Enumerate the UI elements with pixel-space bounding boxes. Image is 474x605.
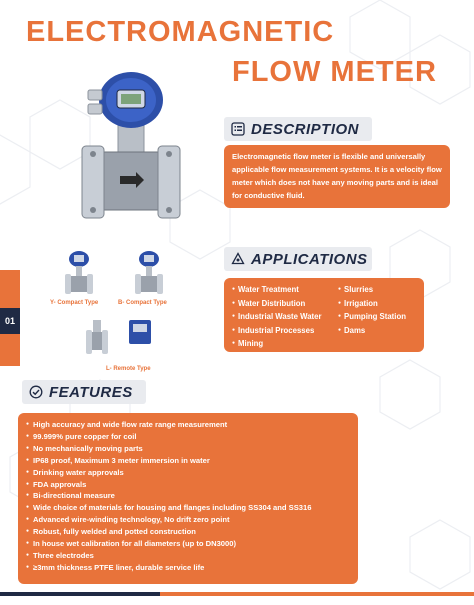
list-item: ● Water Distribution bbox=[232, 297, 338, 311]
description-box bbox=[224, 145, 450, 208]
remote-l-caption: L- Remote Type bbox=[106, 366, 151, 372]
applications-list-left bbox=[232, 283, 338, 347]
compact-y-caption: Y- Compact Type bbox=[50, 300, 99, 306]
applications-heading-tab bbox=[224, 247, 372, 271]
title-line-2: FLOW METER bbox=[232, 56, 437, 88]
list-item: ● Three electrodes bbox=[26, 550, 350, 562]
list-item: ● No mechanically moving parts bbox=[26, 443, 350, 455]
flow-meter-main-image bbox=[70, 68, 190, 228]
features-box bbox=[18, 413, 358, 584]
list-item: ● Mining bbox=[232, 337, 338, 351]
applications-box bbox=[224, 278, 424, 352]
list-item: ● Advanced wire-winding technology, No drift zero point bbox=[26, 514, 350, 526]
compact-b-caption: B- Compact Type bbox=[118, 300, 167, 306]
bottom-bar-dark bbox=[0, 592, 160, 596]
list-item: ● ≥3mm thickness PTFE liner, durable service life bbox=[26, 562, 350, 574]
description-heading-tab bbox=[224, 117, 372, 141]
list-item: ● Pumping Station bbox=[338, 310, 406, 324]
description-heading: DESCRIPTION bbox=[251, 120, 360, 138]
list-item: ● FDA approvals bbox=[26, 479, 350, 491]
bottom-bar-orange bbox=[160, 592, 474, 596]
list-item: ● Drinking water approvals bbox=[26, 467, 350, 479]
list-item: ● Bi-directional measure bbox=[26, 490, 350, 502]
features-heading: FEATURES bbox=[49, 383, 133, 401]
list-item: ● IP68 proof, Maximum 3 meter immersion in water bbox=[26, 455, 350, 467]
compact-b-image bbox=[132, 250, 166, 296]
list-item: ● Irrigation bbox=[338, 297, 406, 311]
list-item: ● Industrial Processes bbox=[232, 324, 338, 338]
list-item: ● 99.999% pure copper for coil bbox=[26, 431, 350, 443]
description-text: Electromagnetic flow meter is flexible and universally applicable flow measurement systems. It is a velocity flow meter which does not have any moving parts and is ideal for conductive fluid. bbox=[232, 152, 442, 200]
page-number: 01 bbox=[0, 308, 20, 334]
check-circle-icon bbox=[28, 384, 44, 400]
list-icon bbox=[230, 121, 246, 137]
remote-l-image bbox=[85, 316, 157, 360]
list-item: ● Slurries bbox=[338, 283, 406, 297]
list-item: ● In house wet calibration for all diameters (up to DN3000) bbox=[26, 538, 350, 550]
compact-y-image bbox=[62, 250, 96, 296]
list-item: ● Robust, fully welded and potted construction bbox=[26, 526, 350, 538]
list-item: ● High accuracy and wide flow rate range measurement bbox=[26, 419, 350, 431]
list-item: ● Industrial Waste Water bbox=[232, 310, 338, 324]
features-heading-tab bbox=[22, 380, 146, 404]
title-line-1: ELECTROMAGNETIC bbox=[26, 16, 335, 48]
applications-list-right bbox=[338, 283, 406, 347]
list-item: ● Water Treatment bbox=[232, 283, 338, 297]
features-list bbox=[26, 419, 350, 574]
applications-heading: APPLICATIONS bbox=[251, 250, 368, 268]
list-item: ● Dams bbox=[338, 324, 406, 338]
list-item: ● Wide choice of materials for housing and flanges including SS304 and SS316 bbox=[26, 502, 350, 514]
recycle-icon bbox=[230, 251, 246, 267]
